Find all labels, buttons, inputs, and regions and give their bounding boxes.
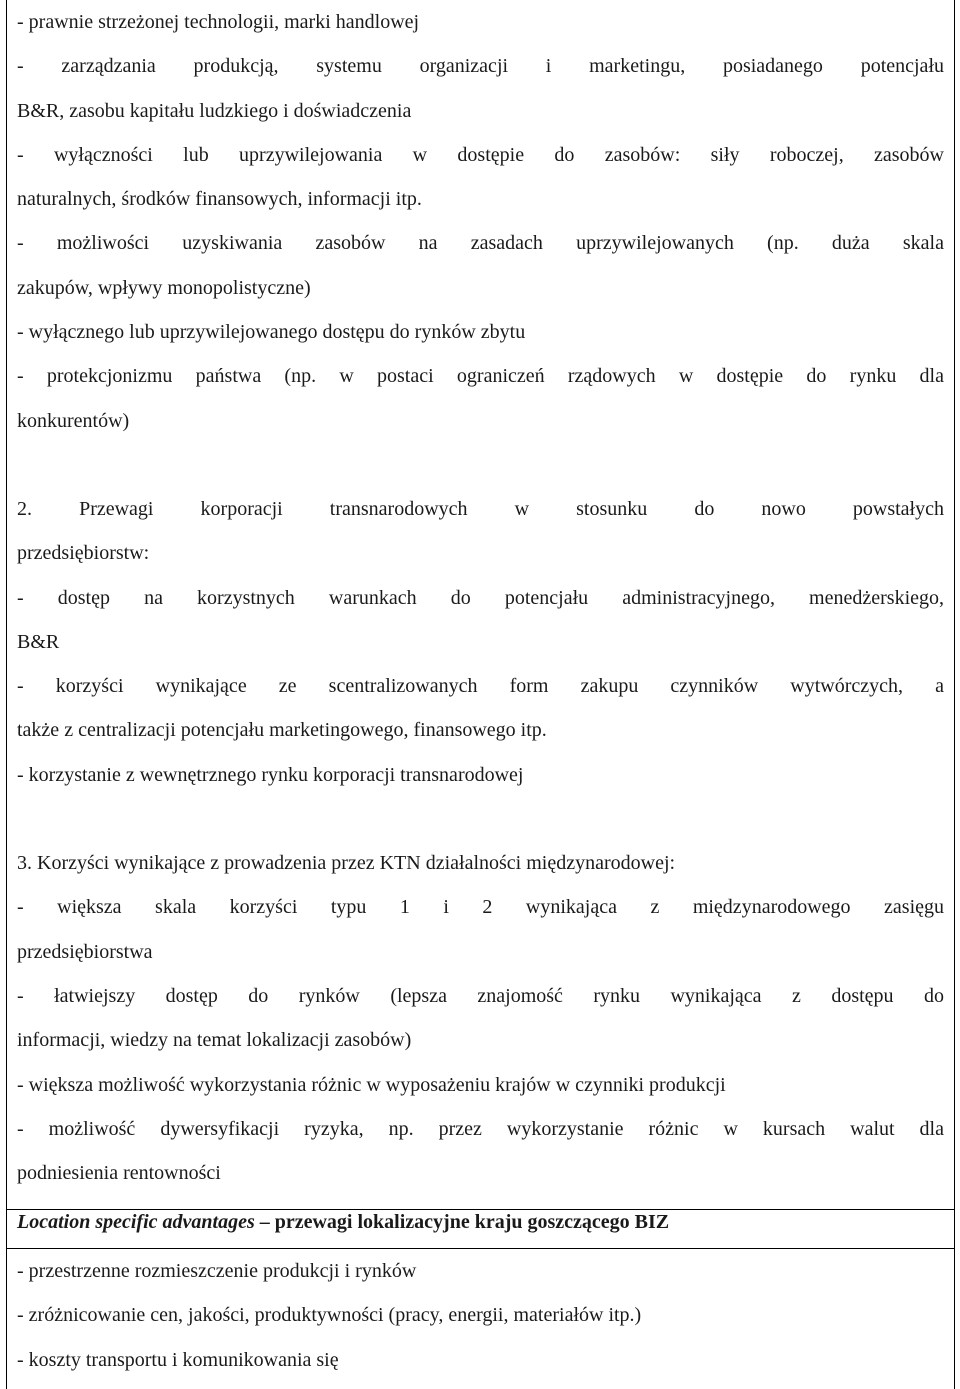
location-item: - przestrzenne rozmieszczenie produkcji i rynków bbox=[17, 1260, 417, 1282]
text-line: B&R, zasobu kapitału ludzkiego i doświadczenia bbox=[17, 99, 412, 122]
section-2-list bbox=[17, 487, 944, 797]
text-line: informacji, wiedzy na temat lokalizacji zasobów) bbox=[17, 1029, 412, 1052]
location-list-cell bbox=[6, 1249, 955, 1389]
text-line: - korzyści wynikające ze scentralizowanych form zakupu czynników wytwórczych, a bbox=[17, 675, 944, 698]
text-line: zakupów, wpływy monopolistyczne) bbox=[17, 276, 311, 299]
text-line: - większa możliwość wykorzystania różnic w wyposażeniu krajów w czynniki produkcji bbox=[17, 1073, 726, 1096]
location-item: - koszty transportu i komunikowania się bbox=[17, 1348, 339, 1371]
section-gap bbox=[17, 797, 944, 841]
text-line: - możliwość dywersyfikacji ryzyka, np. przez wykorzystanie różnic w kursach walut dla bbox=[17, 1117, 944, 1140]
location-heading bbox=[17, 1210, 944, 1235]
section-3-list bbox=[17, 841, 944, 1195]
text-line: także z centralizacji potencjału marketingowego, finansowego itp. bbox=[17, 719, 547, 742]
location-heading-cell bbox=[6, 1210, 955, 1249]
text-line: - prawnie strzeżonej technologii, marki handlowej bbox=[17, 11, 420, 33]
text-line: przedsiębiorstwa bbox=[17, 940, 153, 963]
text-line: 2. Przewagi korporacji transnarodowych w stosunku do nowo powstałych bbox=[17, 497, 944, 520]
text-line: - zarządzania produkcją, systemu organizacji i marketingu, posiadanego potencjału bbox=[17, 55, 944, 78]
section-1-list bbox=[17, 0, 944, 443]
text-line: podniesienia rentowności bbox=[17, 1162, 221, 1185]
text-line: - protekcjonizmu państwa (np. w postaci ograniczeń rządowych w dostępie do rynku dla bbox=[17, 365, 944, 388]
location-heading-italic: Location specific advantages bbox=[17, 1211, 255, 1233]
text-line: 3. Korzyści wynikające z prowadzenia przez KTN działalności międzynarodowej: bbox=[17, 852, 676, 875]
section-gap bbox=[17, 443, 944, 487]
text-line: B&R bbox=[17, 630, 60, 653]
text-line: - wyłącznego lub uprzywilejowanego dostępu do rynków zbytu bbox=[17, 321, 526, 344]
text-line: - wyłączności lub uprzywilejowania w dostępie do zasobów: siły roboczej, zasobów bbox=[17, 143, 944, 166]
text-line: naturalnych, środków finansowych, informacji itp. bbox=[17, 188, 422, 211]
advantages-table-cell bbox=[6, 0, 955, 1210]
location-heading-rest: – przewagi lokalizacyjne kraju goszczącego BIZ bbox=[254, 1211, 670, 1233]
text-line: - dostęp na korzystnych warunkach do potencjału administracyjnego, menedżerskiego, bbox=[17, 586, 944, 609]
text-line: - korzystanie z wewnętrznego rynku korporacji transnarodowej bbox=[17, 763, 524, 786]
text-line: - łatwiejszy dostęp do rynków (lepsza znajomość rynku wynikająca z dostępu do bbox=[17, 984, 944, 1007]
text-line: konkurentów) bbox=[17, 409, 130, 432]
text-line: przedsiębiorstw: bbox=[17, 542, 150, 565]
text-line: - większa skala korzyści typu 1 i 2 wynikająca z międzynarodowego zasięgu bbox=[17, 896, 944, 919]
text-line: - możliwości uzyskiwania zasobów na zasadach uprzywilejowanych (np. duża skala bbox=[17, 232, 944, 255]
location-item: - zróżnicowanie cen, jakości, produktywności (pracy, energii, materiałów itp.) bbox=[17, 1304, 642, 1327]
